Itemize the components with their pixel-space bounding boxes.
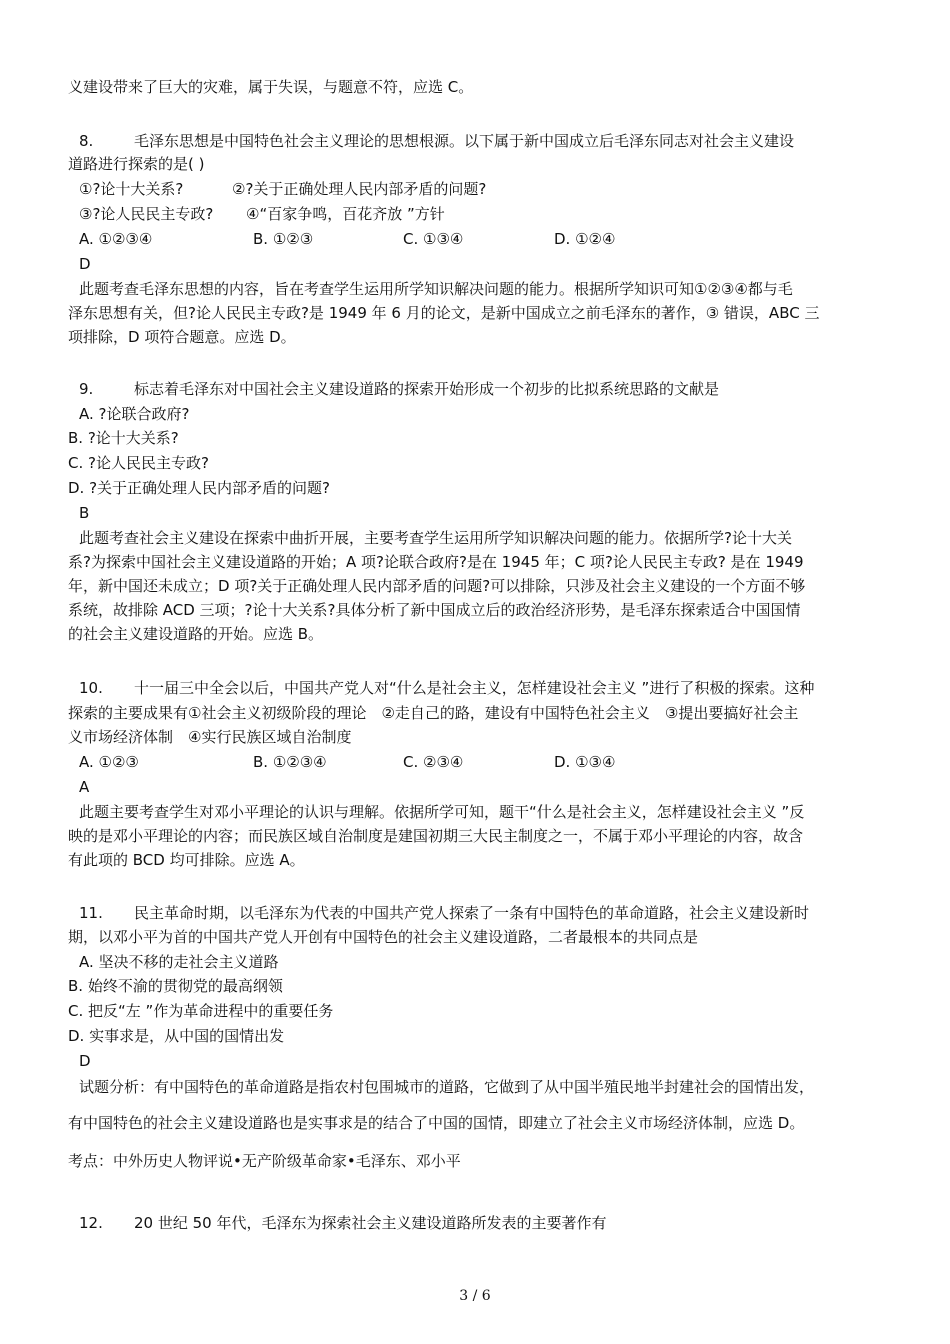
q11-explanation-1: 试题分析：有中国特色的革命道路是指农村包围城市的道路，它做到了从中国半殖民地半封建社会的国情出发， [79, 1078, 815, 1096]
q8-item-2: ②?关于正确处理人民内部矛盾的问题? [232, 180, 487, 198]
q8-option-c: C. ①③④ [403, 230, 464, 248]
q10-explanation-3: 有此项的 BCD 均可排除。应选 A。 [68, 851, 305, 869]
q9-explanation-1: 此题考查社会主义建设在探索中曲折开展，主要考查学生运用所学知识解决问题的能力。依据所学?论十大关 [79, 529, 792, 547]
q11-option-a: A. 坚决不移的走社会主义道路 [79, 953, 279, 971]
q9-explanation-4: 系统，故排除 ACD 三项；?论十大关系?具体分析了新中国成立后的政治经济形势，是毛泽东探索适合中国国情 [68, 601, 801, 619]
q8-item-4: ④“百家争鸣，百花齐放 ”方针 [246, 205, 445, 223]
intro-line: 义建设带来了巨大的灾难，属于失误，与题意不符，应选 C。 [68, 78, 474, 96]
q12-stem-line1: 20 世纪 50 年代，毛泽东为探索社会主义建设道路所发表的主要著作有 [134, 1214, 607, 1232]
q8-item-1: ①?论十大关系? [79, 180, 184, 198]
q8-option-d: D. ①②④ [554, 230, 616, 248]
q10-stem-line2: 探索的主要成果有①社会主义初级阶段的理论 ②走自己的路，建设有中国特色社会主义 ③提出要搞好社会主 [68, 704, 799, 722]
q11-stem-line2: 期，以邓小平为首的中国共产党人开创有中国特色的社会主义建设道路，二者最根本的共同点是 [68, 928, 699, 946]
q10-option-a: A. ①②③ [79, 753, 139, 771]
q9-explanation-3: 年，新中国还未成立；D 项?关于正确处理人民内部矛盾的问题?可以排除，只涉及社会主义建设的一个方面不够 [68, 577, 806, 595]
q11-kaodian: 考点：中外历史人物评说•无产阶级革命家•毛泽东、邓小平 [68, 1152, 461, 1170]
q11-stem-line1: 民主革命时期，以毛泽东为代表的中国共产党人探索了一条有中国特色的革命道路，社会主义建设新时 [134, 904, 810, 922]
q8-explanation-3: 项排除，D 项符合题意。应选 D。 [68, 328, 296, 346]
q9-explanation-2: 系?为探索中国社会主义建设道路的开始；A 项?论联合政府?是在 1945 年；C 项?论人民民主专政? 是在 1949 [68, 553, 804, 571]
q8-explanation-2: 泽东思想有关，但?论人民民主专政?是 1949 年 6 月的论文，是新中国成立之前毛泽东的著作，③ 错误，ABC 三 [68, 304, 820, 322]
q10-answer: A [79, 778, 90, 796]
q9-option-b: B. ?论十大关系? [68, 429, 179, 447]
q11-option-d: D. 实事求是，从中国的国情出发 [68, 1027, 285, 1045]
q10-number: 10. [79, 679, 103, 697]
q9-number: 9. [79, 380, 94, 398]
q9-explanation-5: 的社会主义建设道路的开始。应选 B。 [68, 625, 324, 643]
q10-stem-line1: 十一届三中全会以后，中国共产党人对“什么是社会主义，怎样建设社会主义 ”进行了积极的探索。这种 [134, 679, 815, 697]
q8-number: 8. [79, 132, 94, 150]
q8-option-a: A. ①②③④ [79, 230, 153, 248]
q9-option-d: D. ?关于正确处理人民内部矛盾的问题? [68, 479, 331, 497]
q10-explanation-1: 此题主要考查学生对邓小平理论的认识与理解。依据所学可知，题干“什么是社会主义，怎样建设社会主义 ”反 [79, 803, 805, 821]
q8-option-b: B. ①②③ [253, 230, 314, 248]
q8-explanation-1: 此题考查毛泽东思想的内容，旨在考查学生运用所学知识解决问题的能力。根据所学知识可知①②③④都与毛 [79, 280, 793, 298]
q11-number: 11. [79, 904, 103, 922]
q9-answer: B [79, 504, 90, 522]
q10-explanation-2: 映的是邓小平理论的内容；而民族区域自治制度是建国初期三大民主制度之一，不属于邓小平理论的内容，故含 [68, 827, 804, 845]
q9-option-a: A. ?论联合政府? [79, 405, 190, 423]
q8-stem-line2: 道路进行探索的是( ) [68, 155, 205, 173]
q11-explanation-2: 有中国特色的社会主义建设道路也是实事求是的结合了中国的国情，即建立了社会主义市场经济体制，应选 D。 [68, 1114, 805, 1132]
q11-answer: D [79, 1052, 91, 1070]
q8-stem-line1: 毛泽东思想是中国特色社会主义理论的思想根源。以下属于新中国成立后毛泽东同志对社会主义建设 [134, 132, 795, 150]
q10-option-b: B. ①②③④ [253, 753, 327, 771]
q10-stem-line3: 义市场经济体制 ④实行民族区域自治制度 [68, 728, 352, 746]
q11-option-c: C. 把反“左 ”作为革命进程中的重要任务 [68, 1002, 334, 1020]
q9-option-c: C. ?论人民民主专政? [68, 454, 209, 472]
q10-option-d: D. ①③④ [554, 753, 616, 771]
q10-option-c: C. ②③④ [403, 753, 464, 771]
q9-stem-line1: 标志着毛泽东对中国社会主义建设道路的探索开始形成一个初步的比拟系统思路的文献是 [134, 380, 720, 398]
page-number: 3 / 6 [459, 1288, 491, 1304]
q11-option-b: B. 始终不渝的贯彻党的最高纲领 [68, 977, 283, 995]
q8-item-3: ③?论人民民主专政? [79, 205, 214, 223]
q12-number: 12. [79, 1214, 103, 1232]
q8-answer: D [79, 255, 91, 273]
